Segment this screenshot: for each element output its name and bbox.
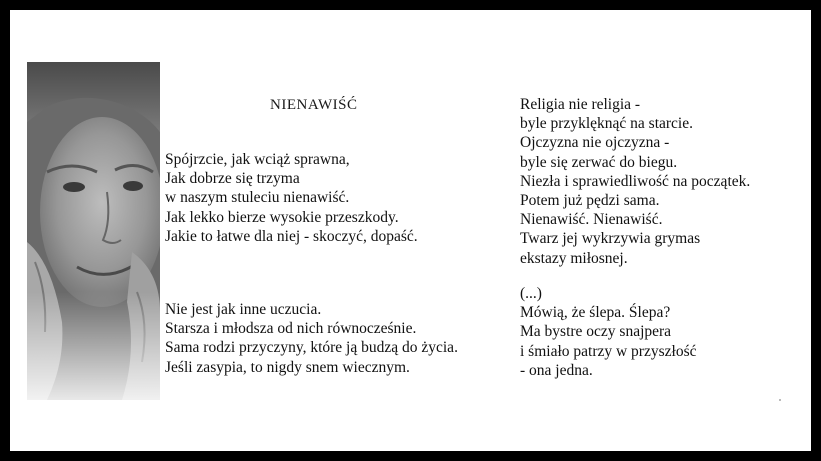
poem-line: Jak lekko bierze wysokie przeszkody. xyxy=(165,208,399,226)
poem-line: Religia nie religia - xyxy=(520,96,641,113)
stanza-3 xyxy=(520,95,750,268)
poem-line: Spójrzcie, jak wciąż sprawna, xyxy=(165,151,350,168)
poem-line: Niezła i sprawiedliwość na początek. xyxy=(520,172,751,190)
poem-line: byle przyklęknąć na starcie. xyxy=(520,115,693,133)
poem-line: (...) xyxy=(520,285,542,302)
poem-line: Jeśli zasypia, to nigdy snem wiecznym. xyxy=(165,358,410,376)
poem-line: - ona jedna. xyxy=(520,361,593,379)
author-portrait xyxy=(27,62,160,400)
stanza-2 xyxy=(165,300,458,377)
poem-title: NIENAWIŚĆ xyxy=(270,97,358,113)
stanza-4 xyxy=(520,284,696,380)
poem-line: Starsza i młodsza od nich równocześnie. xyxy=(165,320,417,338)
poem-line: Twarz jej wykrzywia grymas xyxy=(520,230,701,248)
poem-line: Sama rodzi przyczyny, które ją budzą do życia. xyxy=(165,339,458,357)
poem-line: Ma bystre oczy snajpera xyxy=(520,323,672,341)
poem-line: Jakie to łatwe dla niej - skoczyć, dopaść. xyxy=(165,227,418,245)
poem-line: Nienawiść. Nienawiść. xyxy=(520,211,663,229)
portrait-image xyxy=(27,62,160,400)
poem-line: i śmiało patrzy w przyszłość xyxy=(520,342,697,360)
poem-line: byle się zerwać do biegu. xyxy=(520,153,678,171)
poem-line: Mówią, że ślepa. Ślepa? xyxy=(520,304,671,322)
stanza-1 xyxy=(165,150,418,246)
poem-page xyxy=(10,10,811,451)
poem-line: Jak dobrze się trzyma xyxy=(165,170,300,188)
poem-line: ekstazy miłosnej. xyxy=(520,249,628,267)
poem-line: Nie jest jak inne uczucia. xyxy=(165,301,322,318)
poem-line: w naszym stuleciu nienawiść. xyxy=(165,189,350,207)
poem-line: Potem już pędzi sama. xyxy=(520,192,660,210)
page-speck xyxy=(779,399,781,401)
poem-line: Ojczyzna nie ojczyzna - xyxy=(520,134,670,152)
